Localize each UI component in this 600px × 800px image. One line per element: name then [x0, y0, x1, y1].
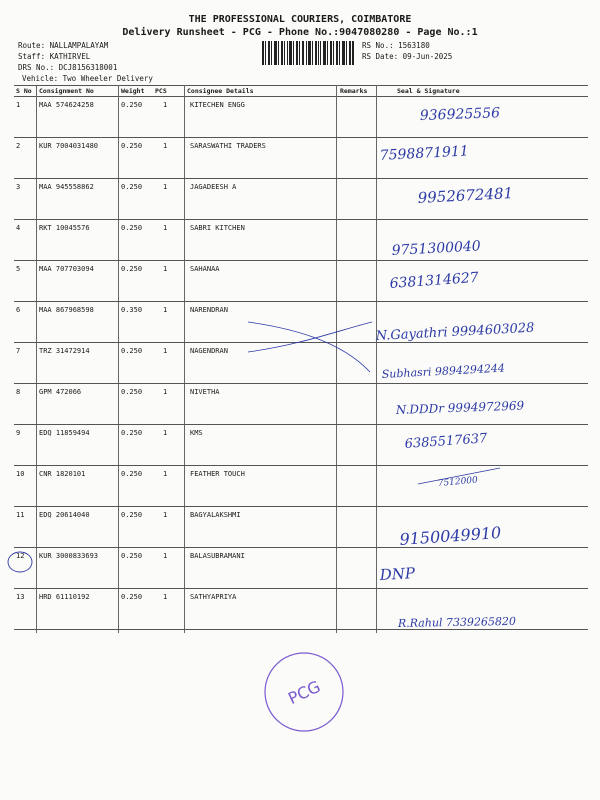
cell-sno: 4: [16, 224, 21, 232]
cell-consignment: CNR 1820101: [39, 470, 86, 478]
cell-consignee: SARASWATHI TRADERS: [190, 142, 266, 150]
cell-weight: 0.250: [121, 511, 143, 519]
cell-consignee: SATHYAPRIYA: [190, 593, 237, 601]
handwritten-signature: 9150049910: [398, 522, 502, 549]
cell-consignment: EDQ 20614040: [39, 511, 90, 519]
handwritten-signature: 7598871911: [379, 143, 470, 164]
cell-pcs: 1: [163, 183, 168, 191]
cell-sno: 3: [16, 183, 21, 191]
cell-consignment: MAA 867968598: [39, 306, 94, 314]
cell-weight: 0.250: [121, 142, 143, 150]
handwritten-signature: 6385517637: [404, 431, 488, 452]
cell-pcs: 1: [163, 388, 168, 396]
cell-weight: 0.250: [121, 470, 143, 478]
rs-date: RS Date: 09-Jun-2025: [362, 52, 453, 61]
col-consignment: Consignment No: [39, 87, 94, 95]
cell-consignment: TRZ 31472914: [39, 347, 90, 355]
cell-sno: 8: [16, 388, 21, 396]
cell-consignment: MAA 707703094: [39, 265, 94, 273]
staff-field: Staff: KATHIRVEL: [18, 52, 91, 61]
company-title: THE PROFESSIONAL COURIERS, COIMBATORE: [188, 14, 412, 25]
cell-sno: 10: [16, 470, 25, 478]
cell-weight: 0.250: [121, 347, 143, 355]
cell-pcs: 1: [163, 224, 168, 232]
cell-sno: 9: [16, 429, 21, 437]
cell-consignment: HRD 61110192: [39, 593, 90, 601]
cell-pcs: 1: [163, 593, 168, 601]
cell-pcs: 1: [163, 429, 168, 437]
route-field: Route: NALLAMPALAYAM: [18, 41, 109, 50]
cell-consignee: BALASUBRAMANI: [190, 552, 245, 560]
cell-consignee: FEATHER TOUCH: [190, 470, 245, 478]
cell-consignee: KITECHEN ENGG: [190, 101, 245, 109]
cell-consignee: NAGENDRAN: [190, 347, 228, 355]
cell-consignee: KMS: [190, 429, 203, 437]
cell-consignee: JAGADEESH A: [190, 183, 237, 191]
cell-pcs: 1: [163, 511, 168, 519]
rs-number: RS No.: 1563180: [362, 41, 430, 50]
handwritten-signature: R.Rahul 7339265820: [397, 614, 517, 630]
cell-sno: 11: [16, 511, 25, 519]
stamp-text: PCG: [285, 676, 324, 709]
cell-weight: 0.250: [121, 183, 143, 191]
col-weight: Weight: [121, 87, 145, 95]
col-consignee: Consignee Details: [187, 87, 254, 95]
cell-sno: 12: [16, 552, 25, 560]
cell-weight: 0.250: [121, 388, 143, 396]
cell-consignment: GPM 472066: [39, 388, 82, 396]
cell-consignment: KUR 7004031480: [39, 142, 99, 150]
col-sno: S No: [16, 87, 32, 95]
cell-consignment: KUR 3000833693: [39, 552, 99, 560]
cell-consignee: SABRI KITCHEN: [190, 224, 245, 232]
cell-sno: 5: [16, 265, 21, 273]
handwritten-signature: N.DDDr 9994972969: [395, 398, 525, 417]
cell-weight: 0.250: [121, 224, 143, 232]
cell-weight: 0.250: [121, 429, 143, 437]
cell-pcs: 1: [163, 265, 168, 273]
cell-sno: 6: [16, 306, 21, 314]
handwritten-signature: 936925556: [419, 105, 501, 124]
cell-pcs: 1: [163, 142, 168, 150]
cell-weight: 0.350: [121, 306, 143, 314]
cell-consignment: MAA 574624258: [39, 101, 94, 109]
handwritten-signature: Subhasri 9894294244: [381, 361, 506, 381]
cell-consignment: MAA 945558862: [39, 183, 94, 191]
cell-pcs: 1: [163, 470, 168, 478]
drs-field: DRS No.: DCJ8156318001: [18, 63, 118, 72]
cell-consignment: RKT 10045576: [39, 224, 90, 232]
vehicle-field: Vehicle: Two Wheeler Delivery: [22, 74, 153, 83]
handwritten-signature: 7512000: [437, 475, 479, 489]
handwritten-signature: 6381314627: [389, 269, 480, 292]
cell-consignee: NARENDRAN: [190, 306, 228, 314]
cell-consignee: BAGYALAKSHMI: [190, 511, 241, 519]
cell-sno: 13: [16, 593, 25, 601]
cell-pcs: 1: [163, 552, 168, 560]
cell-sno: 7: [16, 347, 21, 355]
cell-weight: 0.250: [121, 101, 143, 109]
col-seal-signature: Seal & Signature: [397, 87, 460, 95]
handwritten-signature: 9751300040: [391, 238, 482, 259]
handwritten-signature: DNP: [379, 564, 416, 584]
cell-weight: 0.250: [121, 552, 143, 560]
handwritten-signature: N.Gayathri 9994603028: [375, 320, 535, 344]
cell-weight: 0.250: [121, 265, 143, 273]
cell-sno: 1: [16, 101, 21, 109]
col-remarks: Remarks: [340, 87, 368, 95]
col-pcs: PCS: [155, 87, 167, 95]
cell-consignment: EDQ 11859494: [39, 429, 90, 437]
cell-pcs: 1: [163, 347, 168, 355]
cell-consignee: NIVETHA: [190, 388, 220, 396]
cell-pcs: 1: [163, 306, 168, 314]
cell-weight: 0.250: [121, 593, 143, 601]
runsheet-subtitle: Delivery Runsheet - PCG - Phone No.:9047080280 - Page No.:1: [122, 27, 478, 38]
cell-consignee: SAHANAA: [190, 265, 220, 273]
cell-sno: 2: [16, 142, 21, 150]
cell-pcs: 1: [163, 101, 168, 109]
handwritten-signature: 9952672481: [417, 184, 514, 207]
